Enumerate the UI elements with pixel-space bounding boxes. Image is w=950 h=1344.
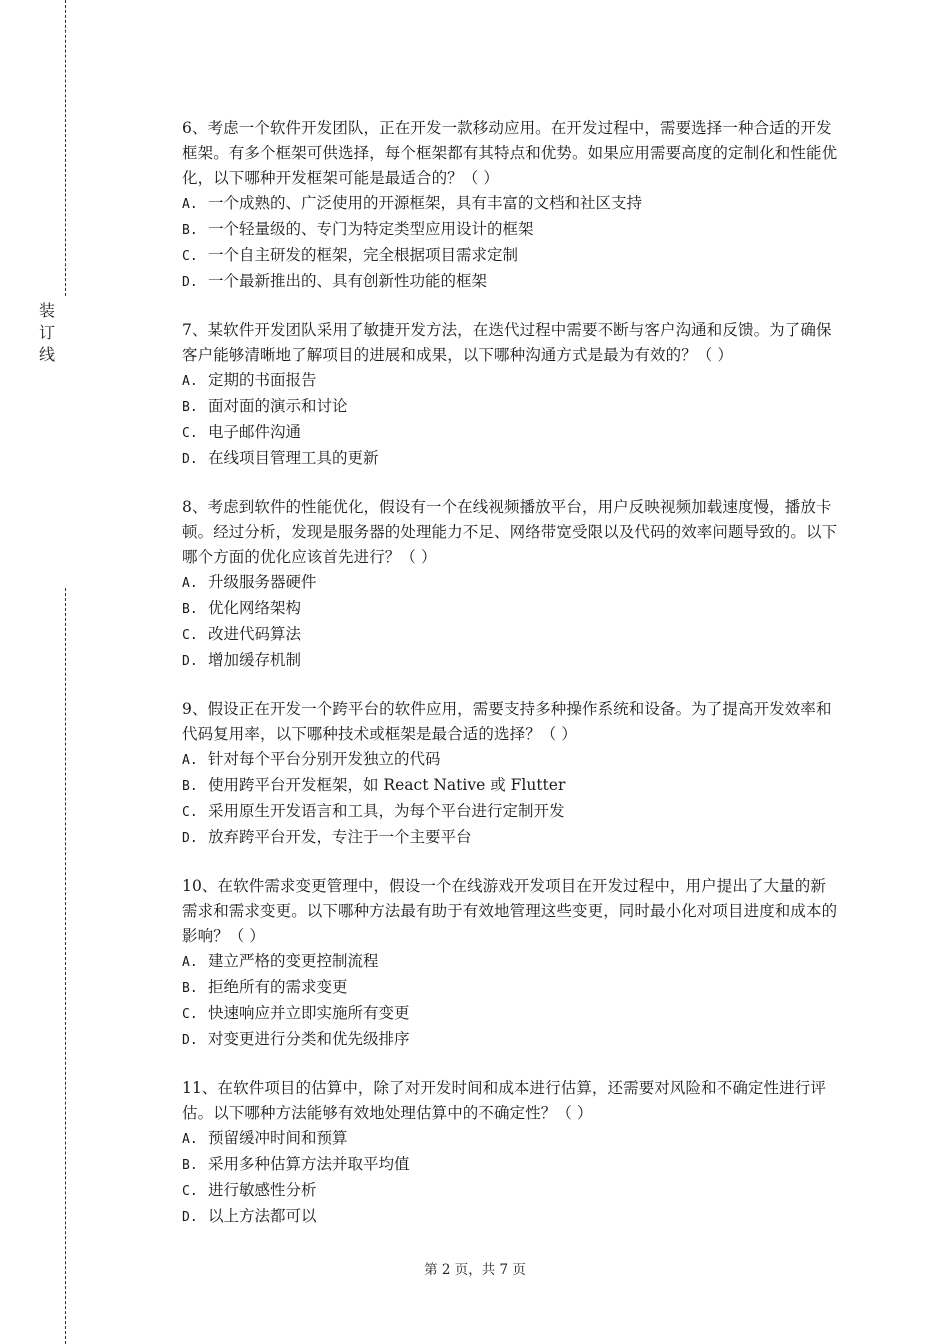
binding-label-char: 装	[38, 301, 55, 320]
option-b	[182, 394, 838, 420]
option-letter: C.	[182, 249, 198, 264]
question-9	[182, 697, 838, 851]
binding-label-char: 线	[38, 345, 55, 364]
option-c	[182, 243, 838, 269]
option-a	[182, 191, 838, 217]
question-list	[182, 116, 838, 1253]
option-b	[182, 1152, 838, 1178]
option-text: 定期的书面报告	[208, 371, 317, 389]
option-letter: A.	[182, 753, 198, 768]
option-text: 进行敏感性分析	[208, 1181, 317, 1199]
option-text: 改进代码算法	[208, 625, 302, 643]
option-c	[182, 1001, 838, 1027]
option-letter: A.	[182, 374, 198, 389]
binding-dashed-line-top	[65, 0, 66, 296]
option-d	[182, 648, 838, 674]
option-text: 预留缓冲时间和预算	[208, 1129, 348, 1147]
question-stem: 10、在软件需求变更管理中，假设一个在线游戏开发项目在开发过程中，用户提出了大量的新需求和需求变更。以下哪种方法最有助于有效地管理这些变更，同时最小化对项目进度和成本的影响？（ ）	[182, 877, 838, 945]
question-stem: 8、考虑到软件的性能优化，假设有一个在线视频播放平台，用户反映视频加载速度慢，播放卡顿。经过分析，发现是服务器的处理能力不足、网络带宽受限以及代码的效率问题导致的。以下哪个方面的优化应该首先进行？（ ）	[182, 498, 838, 566]
option-b	[182, 217, 838, 243]
option-letter: C.	[182, 1007, 198, 1022]
page-number: 第 2 页，共 7 页	[424, 1262, 526, 1278]
question-stem: 11、在软件项目的估算中，除了对开发时间和成本进行估算，还需要对风险和不确定性进行评估。以下哪种方法能够有效地处理估算中的不确定性？（ ）	[182, 1079, 826, 1122]
option-c	[182, 799, 838, 825]
option-letter: D.	[182, 452, 198, 467]
option-text: 在线项目管理工具的更新	[208, 449, 379, 467]
option-b	[182, 773, 838, 799]
option-text: 建立严格的变更控制流程	[208, 952, 379, 970]
question-6	[182, 116, 838, 295]
option-text: 一个轻量级的、专门为特定类型应用设计的框架	[208, 220, 534, 238]
option-b	[182, 596, 838, 622]
option-letter: A.	[182, 1132, 198, 1147]
option-text: 对变更进行分类和优先级排序	[208, 1030, 410, 1048]
binding-label	[36, 300, 58, 366]
question-stem: 7、某软件开发团队采用了敏捷开发方法，在迭代过程中需要不断与客户沟通和反馈。为了确保客户能够清晰地了解项目的进展和成果，以下哪种沟通方式是最为有效的？（ ）	[182, 321, 832, 364]
option-letter: B.	[182, 981, 198, 996]
option-text: 一个最新推出的、具有创新性功能的框架	[208, 272, 488, 290]
option-text: 增加缓存机制	[208, 651, 302, 669]
question-stem: 6、考虑一个软件开发团队，正在开发一款移动应用。在开发过程中，需要选择一种合适的开发框架。有多个框架可供选择，每个框架都有其特点和优势。如果应用需要高度的定制化和性能优化，以下哪种开发框架可能是最适合的？（ ）	[182, 119, 838, 187]
option-c	[182, 622, 838, 648]
option-d	[182, 1027, 838, 1053]
option-letter: D.	[182, 1033, 198, 1048]
option-text: 优化网络架构	[208, 599, 302, 617]
question-stem: 9、假设正在开发一个跨平台的软件应用，需要支持多种操作系统和设备。为了提高开发效率和代码复用率，以下哪种技术或框架是最合适的选择？（ ）	[182, 700, 832, 743]
option-a	[182, 368, 838, 394]
binding-label-char: 订	[38, 323, 55, 342]
option-letter: C.	[182, 1184, 198, 1199]
option-letter: D.	[182, 831, 198, 846]
option-c	[182, 1178, 838, 1204]
option-text: 电子邮件沟通	[208, 423, 302, 441]
option-letter: D.	[182, 1210, 198, 1225]
option-text: 快速响应并立即实施所有变更	[208, 1004, 410, 1022]
option-letter: B.	[182, 400, 198, 415]
question-11	[182, 1076, 838, 1230]
question-8	[182, 495, 838, 674]
option-letter: D.	[182, 654, 198, 669]
option-text: 针对每个平台分别开发独立的代码	[208, 750, 441, 768]
option-text: 升级服务器硬件	[208, 573, 317, 591]
option-letter: C.	[182, 805, 198, 820]
option-d	[182, 825, 838, 851]
option-d	[182, 1204, 838, 1230]
option-d	[182, 446, 838, 472]
option-letter: A.	[182, 197, 198, 212]
option-text: 使用跨平台开发框架，如 React Native 或 Flutter	[208, 776, 566, 794]
option-b	[182, 975, 838, 1001]
option-a	[182, 1126, 838, 1152]
option-text: 采用多种估算方法并取平均值	[208, 1155, 410, 1173]
option-letter: B.	[182, 223, 198, 238]
option-text: 拒绝所有的需求变更	[208, 978, 348, 996]
option-a	[182, 747, 838, 773]
option-letter: A.	[182, 576, 198, 591]
binding-dashed-line-bottom	[65, 588, 66, 1344]
option-a	[182, 949, 838, 975]
option-text: 采用原生开发语言和工具，为每个平台进行定制开发	[208, 802, 565, 820]
option-d	[182, 269, 838, 295]
option-letter: C.	[182, 426, 198, 441]
option-text: 一个成熟的、广泛使用的开源框架，具有丰富的文档和社区支持	[208, 194, 643, 212]
option-letter: B.	[182, 602, 198, 617]
option-letter: B.	[182, 779, 198, 794]
option-text: 以上方法都可以	[208, 1207, 317, 1225]
question-10	[182, 874, 838, 1053]
option-a	[182, 570, 838, 596]
option-text: 面对面的演示和讨论	[208, 397, 348, 415]
option-text: 一个自主研发的框架，完全根据项目需求定制	[208, 246, 519, 264]
option-letter: A.	[182, 955, 198, 970]
question-7	[182, 318, 838, 472]
option-text: 放弃跨平台开发，专注于一个主要平台	[208, 828, 472, 846]
option-c	[182, 420, 838, 446]
option-letter: C.	[182, 628, 198, 643]
option-letter: B.	[182, 1158, 198, 1173]
option-letter: D.	[182, 275, 198, 290]
